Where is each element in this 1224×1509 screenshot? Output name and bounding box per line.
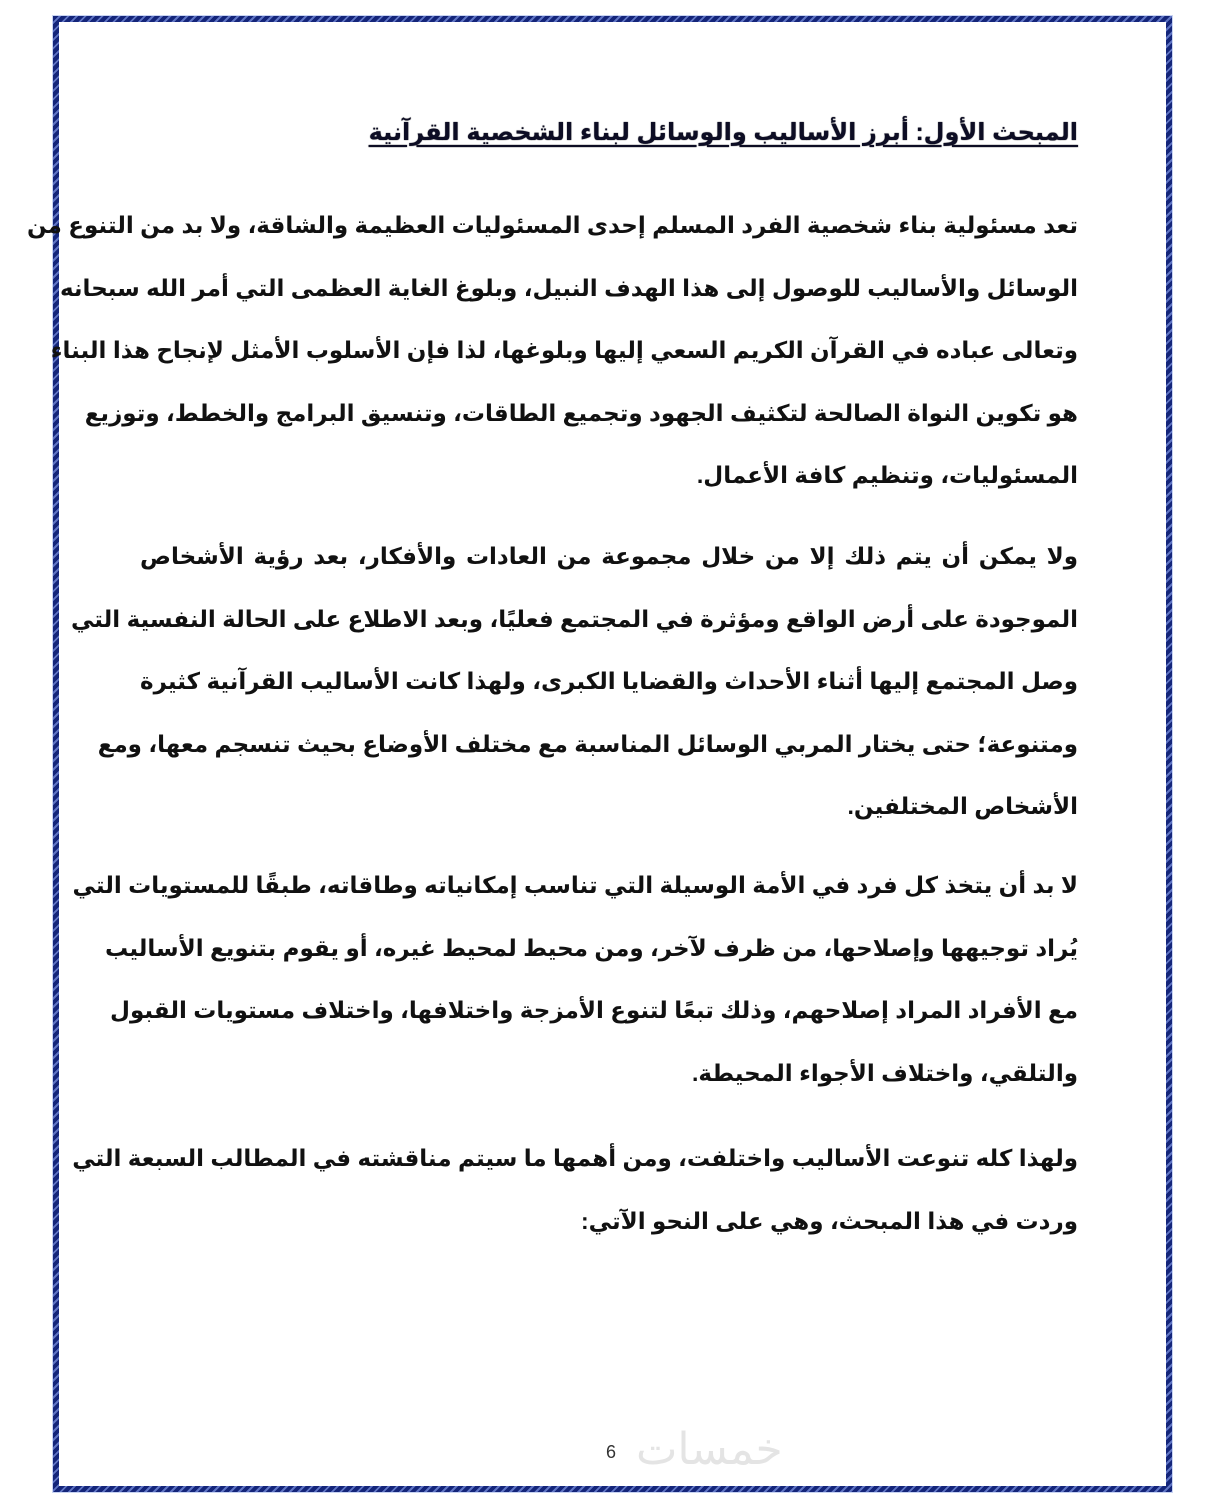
text-line: وتعالى عباده في القرآن الكريم السعي إليها وبلوغها، لذا فإن الأسلوب الأمثل لإنجاح هذا البناء [50,337,1078,363]
text-line: وصل المجتمع إليها أثناء الأحداث والقضايا الكبرى، ولهذا كانت الأساليب القرآنية كثيرة [140,668,1078,694]
paragraph-1 [26,210,1078,523]
text-line: المسئوليات، وتنظيم كافة الأعمال. [696,462,1078,488]
text-line: ومتنوعة؛ حتى يختار المربي الوسائل المناسبة مع مختلف الأوضاع بحيث تنسجم معها، ومع [97,730,1078,757]
text-line: الموجودة على أرض الواقع ومؤثرة في المجتمع فعليًا، وبعد الاطلاع على الحالة النفسية التي [71,605,1078,632]
section-heading: المبحث الأول: أبرز الأساليب والوسائل لبناء الشخصية القرآنية [368,119,1078,146]
text-line: يُراد توجيهها وإصلاحها، من ظرف لآخر، ومن محيط لمحيط غيره، أو يقوم بتنويع الأساليب [104,934,1078,961]
text-line: تعد مسئولية بناء شخصية الفرد المسلم إحدى المسئوليات العظيمة والشاقة، ولا بد من التنوع من [26,212,1078,238]
text-line: الوسائل والأساليب للوصول إلى هذا الهدف النبيل، وبلوغ الغاية العظمى التي أمر الله سبحانه [59,274,1078,301]
text-line: والتلقي، واختلاف الأجواء المحيطة. [692,1059,1078,1086]
text-line: لا بد أن يتخذ كل فرد في الأمة الوسيلة التي تناسب إمكانياته وطاقاته، طبقًا للمستويات التي [72,872,1078,898]
text-line: الأشخاص المختلفين. [847,793,1078,819]
paragraph-2 [71,541,1078,854]
text-line: ولا يمكن أن يتم ذلك إلا من خلال مجموعة من العادات والأفكار، بعد رؤية الأشخاص [140,543,1078,569]
text-line: هو تكوين النواة الصالحة لتكثيف الجهود وتجميع الطاقات، وتنسيق البرامج والخطط، وتوزيع [84,399,1078,426]
text-line: وردت في هذا المبحث، وهي على النحو الآتي: [581,1207,1078,1234]
text-line: ولهذا كله تنوعت الأساليب واختلفت، ومن أهمها ما سيتم مناقشته في المطالب السبعة التي [72,1145,1078,1171]
watermark-logo: خمسات [636,1425,783,1474]
paragraph-4 [72,1143,1078,1268]
paragraph-3 [72,870,1078,1120]
page-number: 6 [606,1442,617,1462]
text-line: مع الأفراد المراد إصلاحهم، وذلك تبعًا لتنوع الأمزجة واختلافها، واختلاف مستويات القبول [110,997,1078,1023]
